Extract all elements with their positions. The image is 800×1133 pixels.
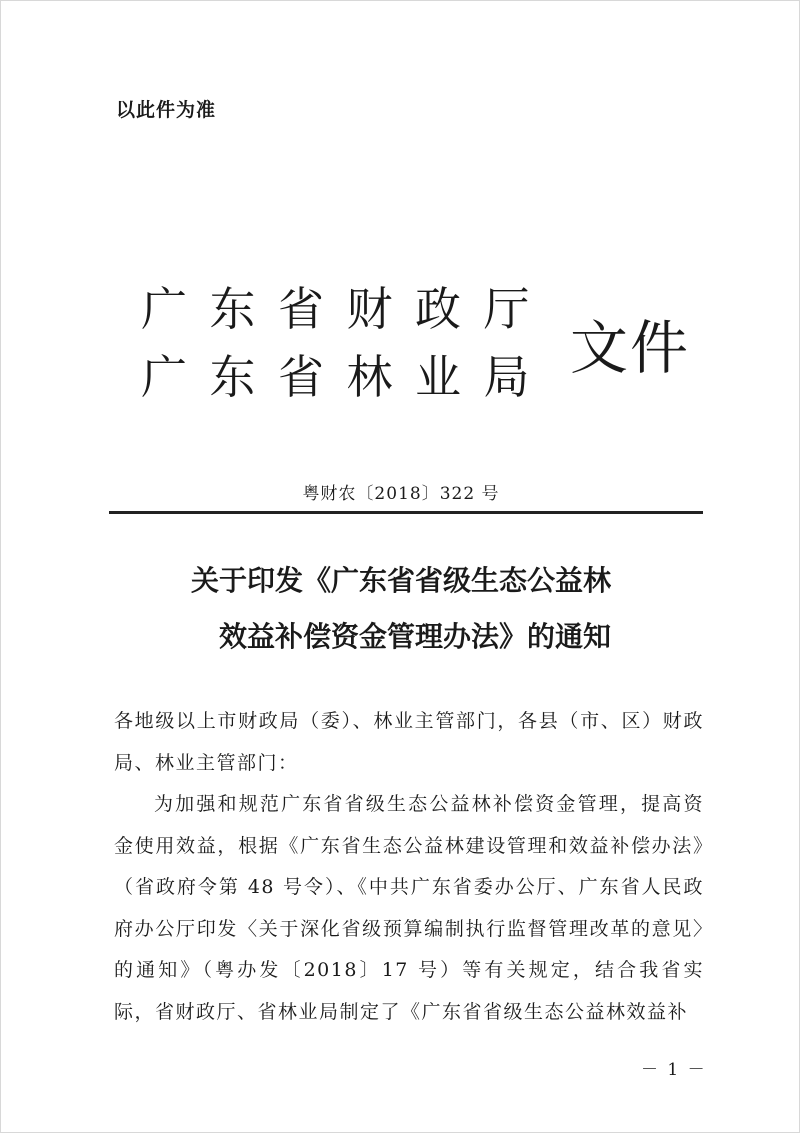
issuing-authorities: [141, 282, 552, 422]
authoritative-copy-note: 以此件为准: [116, 99, 217, 121]
document-body: [114, 701, 704, 1033]
issuer-char: 广: [141, 282, 187, 336]
issuer-char: 东: [209, 282, 256, 336]
issuer-char: 业: [415, 350, 461, 404]
issuer-finance-department: [141, 282, 552, 336]
header-divider: [109, 511, 703, 514]
issuer-char: 财: [346, 282, 393, 336]
issuer-char: 林: [346, 350, 393, 404]
issuer-char: 省: [278, 282, 324, 336]
document-title: [1, 553, 800, 665]
issuer-char: 政: [415, 282, 461, 336]
issuer-char: 广: [141, 350, 187, 404]
title-line-1: 关于印发《广东省省级生态公益林: [190, 564, 611, 597]
addressee: 各地级以上市财政局（委）、林业主管部门，各县（市、区）财政局、林业主管部门：: [114, 710, 704, 774]
issuer-char: 厅: [483, 282, 530, 336]
document-type-label: 文件: [570, 314, 691, 382]
title-line-2: 效益补偿资金管理办法》的通知: [218, 620, 611, 653]
page-number: － 1 －: [641, 1060, 707, 1080]
body-paragraph: 为加强和规范广东省省级生态公益林补偿资金管理，提高资金使用效益，根据《广东省生态公益林建设管理和效益补偿办法》（省政府令第 48 号令）、《中共广东省委办公厅、广东省人民政府办公厅印发〈关于深化省级预算编制执行监督管理改革的意见〉的通知》（粤办发〔2018〕17 号）等有关规定，结合我省实际，省财政厅、省林业局制定了《广东省省级生态公益林效益补: [114, 793, 704, 1023]
issuer-char: 东: [209, 350, 256, 404]
issuer-forestry-bureau: [141, 350, 552, 404]
document-number: 粤财农〔2018〕322 号: [302, 484, 500, 504]
issuer-char: 省: [278, 350, 324, 404]
issuer-char: 局: [483, 350, 530, 404]
